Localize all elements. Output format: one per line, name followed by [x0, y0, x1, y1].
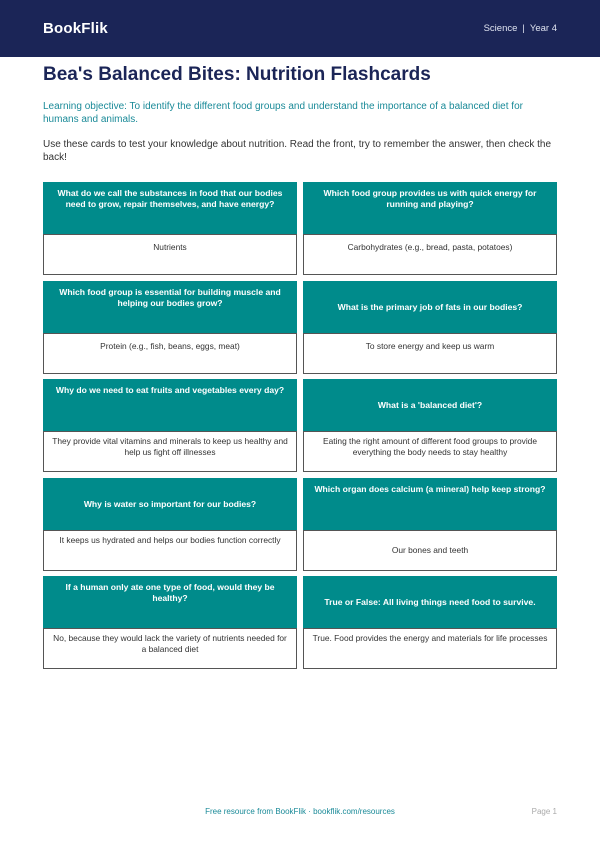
page-title: Bea's Balanced Bites: Nutrition Flashcards — [43, 64, 431, 85]
card-front: What is a 'balanced diet'? — [303, 379, 557, 431]
card-front: Why do we need to eat fruits and vegetables every day? — [43, 379, 297, 431]
flashcard[interactable] — [43, 182, 297, 277]
card-back: It keeps us hydrated and helps our bodies function correctly — [43, 530, 297, 571]
year-label: Year 4 — [529, 23, 557, 34]
card-back: No, because they would lack the variety of nutrients needed for a balanced diet — [43, 628, 297, 669]
card-back: True. Food provides the energy and materials for life processes — [303, 628, 557, 669]
page-footer — [0, 807, 600, 819]
meta-separator: | — [522, 23, 525, 34]
card-back: Carbohydrates (e.g., bread, pasta, potatoes) — [303, 234, 557, 275]
card-front: True or False: All living things need food to survive. — [303, 576, 557, 628]
card-front: Which food group provides us with quick energy for running and playing? — [303, 182, 557, 234]
card-back: Protein (e.g., fish, beans, eggs, meat) — [43, 333, 297, 374]
card-front: Which organ does calcium (a mineral) help keep strong? — [303, 478, 557, 530]
instructions: Use these cards to test your knowledge about nutrition. Read the front, try to remember the answer, then check the back! — [43, 139, 552, 163]
top-bar — [0, 0, 600, 57]
card-back: Our bones and teeth — [303, 530, 557, 571]
flashcard[interactable] — [43, 478, 297, 573]
card-back: To store energy and keep us warm — [303, 333, 557, 374]
footer-link[interactable]: Free resource from BookFlik · bookflik.com/resources — [205, 807, 395, 816]
card-front: What do we call the substances in food that our bodies need to grow, repair themselves, and have energy? — [43, 182, 297, 234]
flashcard[interactable] — [43, 281, 297, 376]
card-front: If a human only ate one type of food, would they be healthy? — [43, 576, 297, 628]
card-back: Eating the right amount of different food groups to provide everything the body needs to stay healthy — [303, 431, 557, 472]
card-front: Why is water so important for our bodies? — [43, 478, 297, 530]
flashcard[interactable] — [303, 281, 557, 376]
flashcard[interactable] — [43, 576, 297, 671]
flashcard[interactable] — [303, 379, 557, 474]
flashcard[interactable] — [43, 379, 297, 474]
flashcard[interactable] — [303, 576, 557, 671]
card-back: They provide vital vitamins and minerals to keep us healthy and help us fight off illnesses — [43, 431, 297, 472]
subject-label: Science — [483, 23, 518, 34]
subject-year — [484, 23, 557, 34]
learning-objective: Learning objective: To identify the different food groups and understand the importance of a balanced diet for humans and animals. — [43, 101, 523, 125]
card-front: Which food group is essential for building muscle and helping our bodies grow? — [43, 281, 297, 333]
card-front: What is the primary job of fats in our bodies? — [303, 281, 557, 333]
flashcard[interactable] — [303, 478, 557, 573]
card-back: Nutrients — [43, 234, 297, 275]
brand-logo: BookFlik — [43, 20, 108, 37]
page-number: Page 1 — [531, 807, 557, 816]
flashcard[interactable] — [303, 182, 557, 277]
